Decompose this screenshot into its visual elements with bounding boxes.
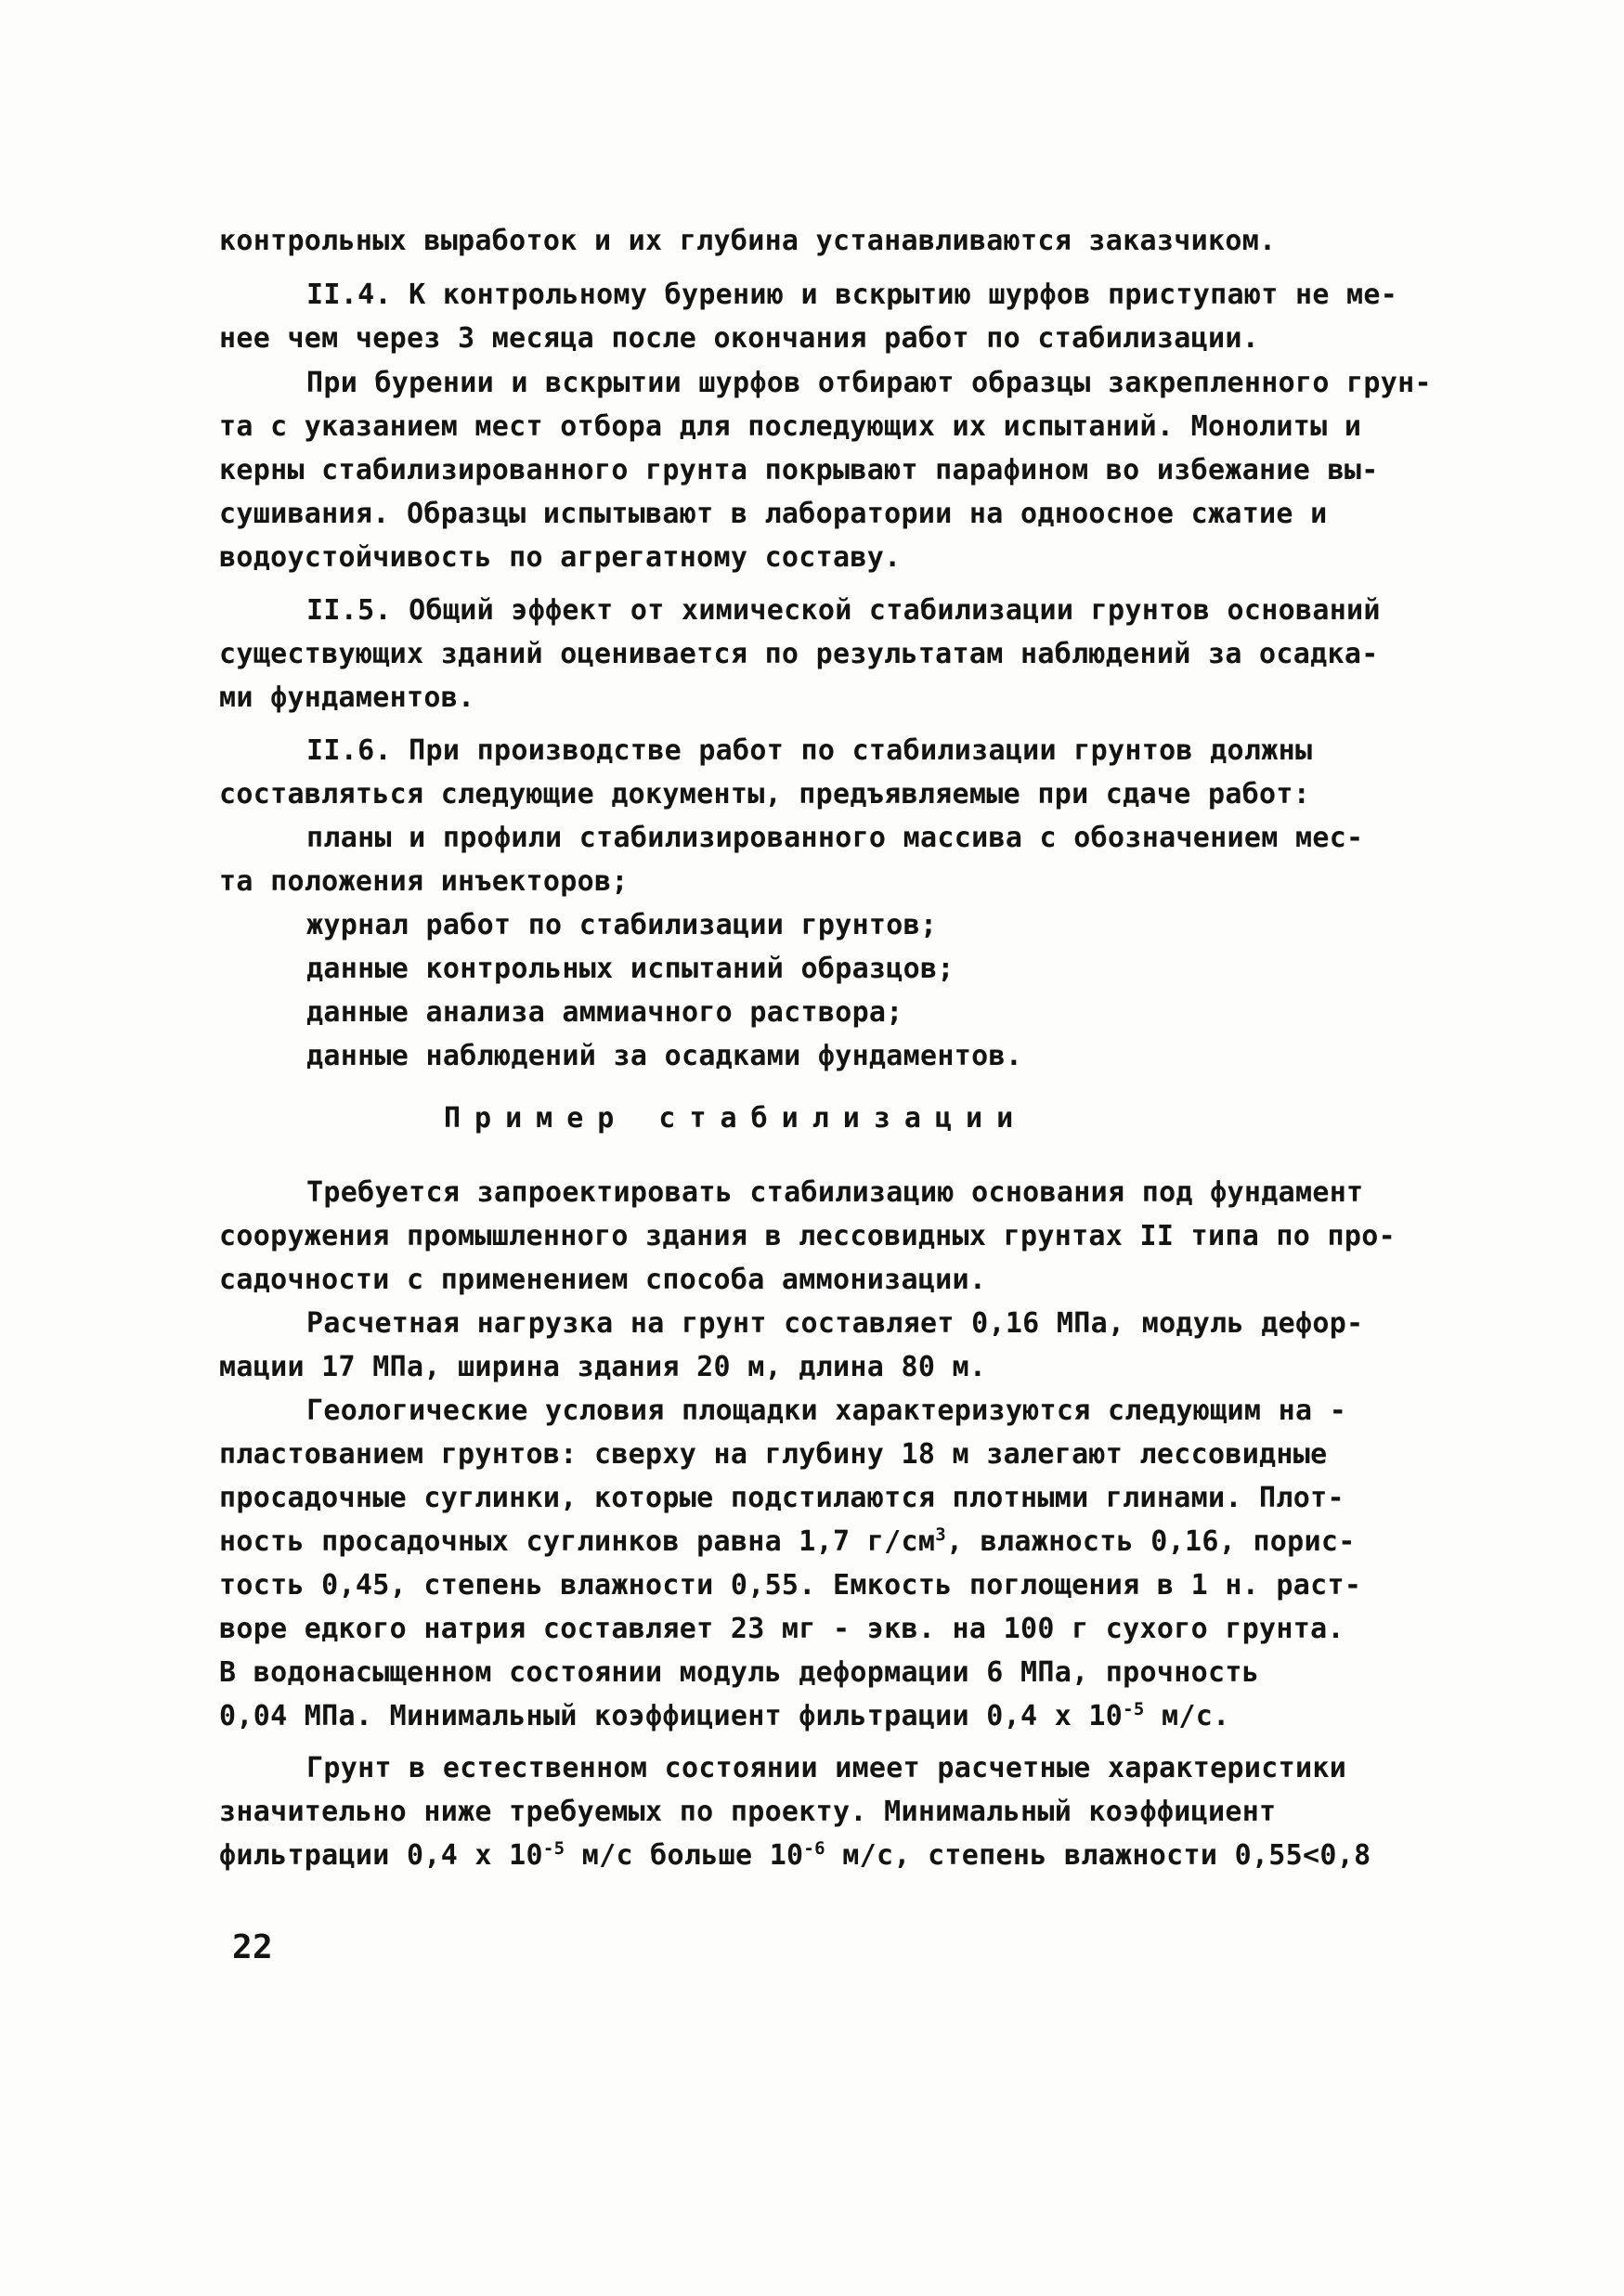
text-line: II.5. Общий эффект от химической стабилизации грунтов оснований <box>306 594 1381 627</box>
superscript: -6 <box>803 1838 825 1859</box>
section-heading: Пример стабилизации <box>444 1102 1028 1135</box>
text-line: данные наблюдений за осадками фундаментов. <box>306 1040 1023 1072</box>
text-line: тость 0,45, степень влажности 0,55. Емкость поглощения в 1 н. раст- <box>219 1569 1362 1602</box>
text-line: водоустойчивость по агрегатному составу. <box>219 541 902 574</box>
text-line: сооружения промышленного здания в лессовидных грунтах II типа по про- <box>219 1220 1396 1252</box>
text-line: существующих зданий оценивается по результатам наблюдений за осадка- <box>219 638 1379 670</box>
text-line: нее чем через 3 месяца после окончания работ по стабилизации. <box>219 322 1260 355</box>
text-line: При бурении и вскрытии шурфов отбирают образцы закрепленного грун- <box>306 367 1432 399</box>
superscript: -5 <box>542 1838 565 1859</box>
text-line: сушивания. Образцы испытывают в лаборатории на одноосное сжатие и <box>219 498 1328 530</box>
text-line: пластованием грунтов: сверху на глубину 18 м залегают лессовидные <box>219 1438 1328 1471</box>
text-line: значительно ниже требуемых по проекту. Минимальный коэффициент <box>219 1796 1277 1828</box>
superscript: 3 <box>935 1524 946 1545</box>
text-line: 0,04 МПа. Минимальный коэффициент фильтрации 0,4 х $10^{-5}$ м/с. <box>219 1699 1230 1732</box>
text-line: мации 17 МПа, ширина здания 20 м, длина 80 м. <box>219 1351 987 1383</box>
text-line: садочности с применением способа аммонизации. <box>219 1264 987 1296</box>
text-line: данные анализа аммиачного раствора; <box>306 996 903 1029</box>
text-line: Требуется запроектировать стабилизацию основания под фундамент <box>306 1176 1364 1209</box>
text-line: фильтрации 0,4 х $10^{-5}$ м/с больше $10^{-6}$ м/с, степень влажности 0,55<0,8 <box>219 1838 1371 1872</box>
text-line: воре едкого натрия составляет 23 мг - экв. на 100 г сухого грунта. <box>219 1613 1345 1645</box>
text-line: та с указанием мест отбора для последующих их испытаний. Монолиты и <box>219 410 1362 443</box>
text-line: Расчетная нагрузка на грунт составляет 0,16 МПа, модуль дефор- <box>306 1307 1364 1340</box>
text-line: просадочные суглинки, которые подстилаются плотными глинами. Плот- <box>219 1482 1345 1514</box>
text-line: контрольных выработок и их глубина устанавливаются заказчиком. <box>219 225 1277 257</box>
page-number: 22 <box>232 1928 273 1966</box>
text-line: В водонасыщенном состоянии модуль деформации 6 МПа, прочность <box>219 1656 1260 1689</box>
text-line: планы и профили стабилизированного массива с обозначением мес- <box>306 822 1364 854</box>
superscript: -5 <box>1123 1699 1145 1719</box>
text-line: ми фундаментов. <box>219 681 475 714</box>
text-line: Геологические условия площадки характеризуются следующим на - <box>306 1394 1347 1427</box>
text-line: составляться следующие документы, предъявляемые при сдаче работ: <box>219 778 1311 811</box>
text-line: та положения инъекторов; <box>219 865 629 898</box>
text-line: ность просадочных суглинков равна 1,7 $г/см^3$, влажность 0,16, порис- <box>219 1524 1356 1558</box>
text-line: II.4. К контрольному бурению и вскрытию шурфов приступают не ме- <box>306 279 1398 311</box>
text-line: журнал работ по стабилизации грунтов; <box>306 909 938 941</box>
text-line: керны стабилизированного грунта покрывают парафином во избежание вы- <box>219 454 1379 486</box>
text-line: II.6. При производстве работ по стабилизации грунтов должны <box>306 734 1313 767</box>
text-line: Грунт в естественном состоянии имеет расчетные характеристики <box>306 1752 1347 1784</box>
text-line: данные контрольных испытаний образцов; <box>306 953 955 985</box>
